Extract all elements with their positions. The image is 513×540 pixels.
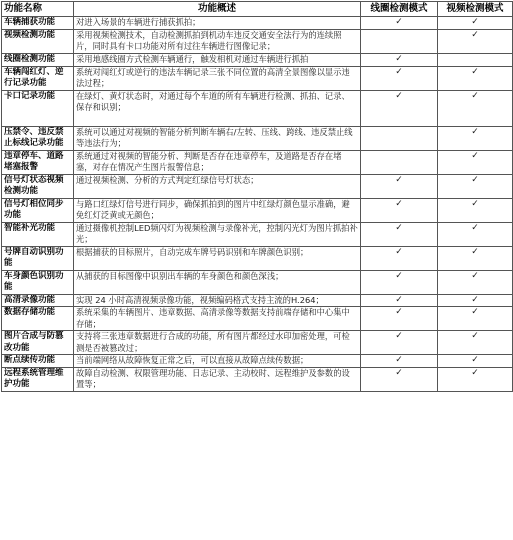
- video-mode-check: ✓: [438, 66, 513, 90]
- function-desc-cell: 通过摄像机控制LED频闪灯为视频检测与录像补光，控制闪光灯为图片抓拍补光；: [74, 222, 361, 246]
- header-video-mode: 视频检测模式: [438, 2, 513, 17]
- table-row: [2, 66, 513, 90]
- video-mode-check: ✓: [438, 29, 513, 53]
- header-function-overview: 功能概述: [74, 2, 361, 17]
- function-name-cell: 号牌自动识别功能: [2, 246, 74, 270]
- video-mode-check: ✓: [438, 198, 513, 222]
- loop-mode-check: [361, 126, 438, 150]
- function-desc-cell: 当前端网络从故障恢复正常之后，可以直接从故障点续传数据；: [74, 355, 361, 368]
- function-desc-cell: 支持将三张违章数据进行合成的功能，所有图片都经过水印加密处理，可检测是否被篡改过；: [74, 331, 361, 355]
- header-row: [2, 2, 513, 17]
- table-row: [2, 174, 513, 198]
- video-mode-check: ✓: [438, 331, 513, 355]
- video-mode-check: ✓: [438, 90, 513, 126]
- loop-mode-check: ✓: [361, 270, 438, 294]
- video-mode-check: ✓: [438, 222, 513, 246]
- function-desc-cell: 系统对闯红灯或逆行的违法车辆记录三张不同位置的高清全景图像以显示违法过程；: [74, 66, 361, 90]
- function-name-cell: 压禁令、违反禁止标线记录功能: [2, 126, 74, 150]
- function-desc-cell: 采用视频检测技术，自动检测抓拍到机动车违反交通安全法行为的连续照片，同时具有卡口功能对所有过往车辆进行图像记录；: [74, 29, 361, 53]
- video-mode-check: ✓: [438, 294, 513, 307]
- function-name-cell: 高清录像功能: [2, 294, 74, 307]
- function-desc-cell: 在绿灯、黄灯状态时，对通过每个车道的所有车辆进行检测、抓拍、记录、保存和识别；: [74, 90, 361, 126]
- video-mode-check: ✓: [438, 126, 513, 150]
- loop-mode-check: ✓: [361, 90, 438, 126]
- table-row: [2, 150, 513, 174]
- table-row: [2, 367, 513, 391]
- function-desc-cell: 与路口红绿灯信号进行同步，确保抓拍到的图片中红绿灯颜色显示准确，避免红灯泛黄或无颜色；: [74, 198, 361, 222]
- table-row: [2, 331, 513, 355]
- function-desc-cell: 故障自动检测、权限管理功能、日志记录、主动校时、远程维护及参数的设置等；: [74, 367, 361, 391]
- video-mode-check: ✓: [438, 367, 513, 391]
- loop-mode-check: ✓: [361, 198, 438, 222]
- loop-mode-check: ✓: [361, 174, 438, 198]
- function-desc-cell: 从捕获的目标图像中识别出车辆的车身颜色和颜色深浅；: [74, 270, 361, 294]
- function-desc-cell: 实现 24 小时高清视频录像功能，视频编码格式支持主流的H.264；: [74, 294, 361, 307]
- function-desc-cell: 通过视频检测、分析的方式判定红绿信号灯状态；: [74, 174, 361, 198]
- table-row: [2, 222, 513, 246]
- table-row: [2, 17, 513, 30]
- function-name-cell: 线圈检测功能: [2, 53, 74, 66]
- loop-mode-check: ✓: [361, 331, 438, 355]
- loop-mode-check: ✓: [361, 17, 438, 30]
- function-desc-cell: 对进入场景的车辆进行捕获抓拍；: [74, 17, 361, 30]
- loop-mode-check: ✓: [361, 367, 438, 391]
- function-desc-cell: 系统采集的车辆图片、违章数据、高清录像等数据支持前端存储和中心集中存储；: [74, 307, 361, 331]
- table-row: [2, 90, 513, 126]
- function-name-cell: 图片合成与防篡改功能: [2, 331, 74, 355]
- function-name-cell: 卡口记录功能: [2, 90, 74, 126]
- function-name-cell: 数据存储功能: [2, 307, 74, 331]
- table-row: [2, 355, 513, 368]
- loop-mode-check: [361, 29, 438, 53]
- video-mode-check: ✓: [438, 307, 513, 331]
- function-desc-cell: 采用地感线圈方式检测车辆通行，触发相机对通过车辆进行抓拍: [74, 53, 361, 66]
- function-name-cell: 车辆捕获功能: [2, 17, 74, 30]
- loop-mode-check: ✓: [361, 53, 438, 66]
- header-loop-mode: 线圈检测模式: [361, 2, 438, 17]
- function-name-cell: 车身颜色识别功能: [2, 270, 74, 294]
- function-desc-cell: 系统通过对视频的智能分析、判断是否存在违章停车，及道路是否存在堵塞，对存在情况产生图片报警信息；: [74, 150, 361, 174]
- function-name-cell: 信号灯状态视频检测功能: [2, 174, 74, 198]
- function-desc-cell: 系统可以通过对视频的智能分析判断车辆右/左转、压线、跨线、违反禁止线等违法行为；: [74, 126, 361, 150]
- video-mode-check: ✓: [438, 17, 513, 30]
- loop-mode-check: ✓: [361, 294, 438, 307]
- function-name-cell: 车辆闯红灯、逆行记录功能: [2, 66, 74, 90]
- loop-mode-check: [361, 150, 438, 174]
- function-name-cell: 视频检测功能: [2, 29, 74, 53]
- table-row: [2, 246, 513, 270]
- video-mode-check: ✓: [438, 270, 513, 294]
- function-name-cell: 违章停车、道路堵塞报警: [2, 150, 74, 174]
- loop-mode-check: ✓: [361, 307, 438, 331]
- function-name-cell: 远程系统管理维护功能: [2, 367, 74, 391]
- loop-mode-check: ✓: [361, 66, 438, 90]
- function-name-cell: 断点续传功能: [2, 355, 74, 368]
- video-mode-check: [438, 53, 513, 66]
- video-mode-check: ✓: [438, 174, 513, 198]
- table-row: [2, 53, 513, 66]
- function-name-cell: 智能补光功能: [2, 222, 74, 246]
- video-mode-check: ✓: [438, 355, 513, 368]
- table-row: [2, 294, 513, 307]
- loop-mode-check: ✓: [361, 246, 438, 270]
- function-name-cell: 信号灯相位同步功能: [2, 198, 74, 222]
- header-function-name: 功能名称: [2, 2, 74, 17]
- table-row: [2, 270, 513, 294]
- table-row: [2, 29, 513, 53]
- table-row: [2, 126, 513, 150]
- loop-mode-check: ✓: [361, 222, 438, 246]
- table-row: [2, 307, 513, 331]
- table-row: [2, 198, 513, 222]
- video-mode-check: ✓: [438, 150, 513, 174]
- function-desc-cell: 根据捕获的目标照片，自动完成车牌号码识别和车牌颜色识别；: [74, 246, 361, 270]
- feature-table: [1, 1, 513, 392]
- loop-mode-check: ✓: [361, 355, 438, 368]
- video-mode-check: ✓: [438, 246, 513, 270]
